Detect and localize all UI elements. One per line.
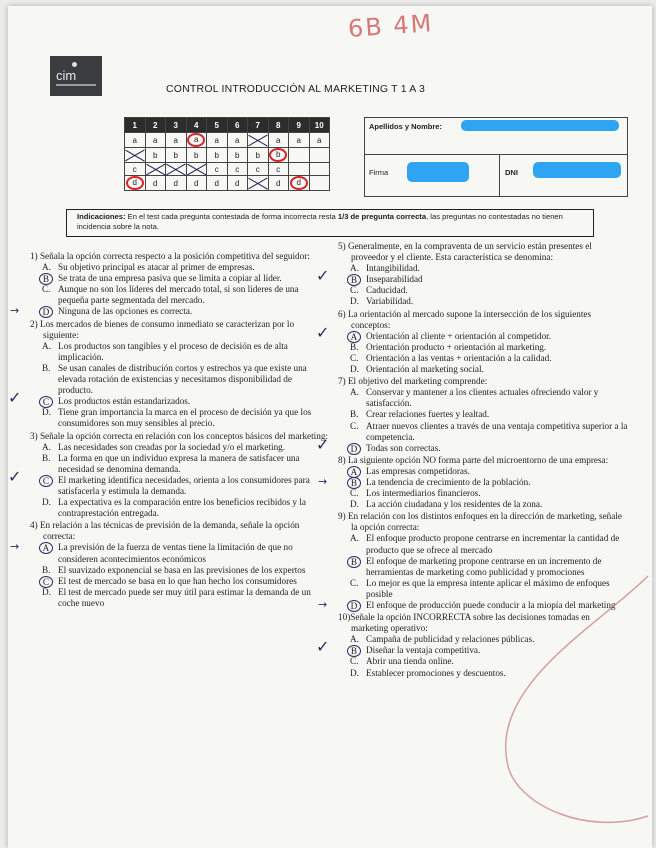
grid-cell: c: [227, 163, 248, 176]
question-text: 9) En relación con los distintos enfoques en la dirección de marketing, señale la opción correcta:: [338, 511, 622, 533]
question-block: [8, 430, 328, 520]
logo-underline: [56, 84, 96, 86]
circled-option-letter: C: [39, 396, 53, 408]
grid-cell: a: [125, 133, 146, 148]
grid-cell: b: [166, 148, 187, 163]
checkmark-icon: ✓: [316, 434, 330, 454]
option-letter: D.: [350, 364, 359, 375]
grid-cell-letter: b: [269, 148, 287, 162]
option-letter: B.: [42, 452, 51, 463]
circled-option-letter: B: [39, 273, 53, 285]
answer-option: [318, 474, 628, 488]
option-text: Se usan canales de distribución cortos y estrechos ya que existe una elevada rotación de existencias y necesitamos disponibilidad de producto.: [58, 362, 307, 396]
checkmark-icon: ✓: [8, 466, 22, 486]
grid-cell: d: [166, 176, 187, 191]
grid-cell-crossed: [166, 163, 187, 176]
arrow-icon: →: [10, 540, 20, 554]
circled-option-letter: B: [347, 556, 361, 568]
option-letter: D.: [42, 407, 51, 418]
grid-cell: d: [268, 176, 289, 191]
grid-cell-circled: [268, 148, 289, 163]
grid-question-number: 5: [207, 118, 228, 133]
grid-cell: a: [145, 133, 166, 148]
checkmark-icon: ✓: [316, 637, 330, 657]
info-divider: [499, 154, 500, 196]
question-block: [8, 318, 328, 430]
option-text: Campaña de publicidad y relaciones públicas.: [366, 634, 535, 645]
signature-label: Firma: [369, 168, 389, 177]
answer-grid: [124, 117, 330, 191]
answer-option: [338, 488, 628, 499]
option-text: La tendencia de crecimiento de la población.: [366, 476, 531, 487]
question-block: [316, 308, 628, 376]
question-text: 10)Señale la opción INCORRECTA sobre las decisiones tomadas en marketing operativo:: [338, 612, 590, 634]
dni-label: DNI: [505, 168, 518, 177]
option-text: Intangibilidad.: [366, 263, 420, 274]
grid-cell: b: [248, 148, 269, 163]
option-letter: B.: [42, 362, 51, 373]
exam-sheet: [8, 6, 652, 848]
instructions-text-1: En el test cada pregunta contestada de forma incorrecta resta: [125, 212, 338, 221]
questions-left-column: [8, 250, 328, 609]
grid-row-d: [125, 176, 330, 191]
arrow-icon: →: [10, 304, 20, 318]
option-text: El test de mercado se basa en lo que han hecho los consumidores: [58, 575, 297, 586]
grid-cell-crossed: [248, 133, 269, 148]
name-label: Apellidos y Nombre:: [369, 122, 442, 131]
arrow-icon: →: [318, 474, 328, 488]
exam-title: CONTROL INTRODUCCIÓN AL MARKETING T 1 A 3: [166, 83, 426, 95]
grid-cell: b: [207, 148, 228, 163]
answer-option: [30, 273, 328, 284]
grid-cell-empty: [289, 148, 310, 163]
logo-dot: [72, 62, 77, 67]
student-info-box: [364, 117, 628, 197]
option-text: Crear relaciones fuertes y lealtad.: [366, 409, 490, 420]
question-text: 5) Generalmente, en la compraventa de un servicio están presentes el proveedor y el cliente. Esta característica se denomina:: [338, 241, 592, 263]
logo-text: cim: [56, 68, 77, 83]
handwritten-grade: 6B 4M: [347, 9, 435, 43]
grid-cell: b: [145, 148, 166, 163]
grid-cell: b: [227, 148, 248, 163]
grid-cell: a: [227, 133, 248, 148]
grid-cell: a: [207, 133, 228, 148]
option-letter: D.: [350, 667, 359, 678]
question-text: 3) Señale la opción correcta en relación con los conceptos básicos del marketing:: [30, 430, 328, 441]
option-text: Los intermediarios financieros.: [366, 488, 481, 499]
question-text: 8) La siguiente opción NO forma parte del microentorno de una empresa:: [338, 454, 609, 465]
grid-cell-letter: d: [126, 176, 144, 190]
signature-redaction: [407, 162, 469, 182]
option-text: Las empresas competidoras.: [366, 465, 470, 476]
answer-option: [30, 453, 328, 475]
question-text: 7) El objetivo del marketing comprende:: [338, 376, 488, 387]
option-text: Lo mejor es que la empresa intente aplicar el máximo de enfoques posible: [366, 577, 610, 599]
answer-option: [10, 540, 328, 564]
option-letter: A.: [350, 263, 359, 274]
grid-question-number: 6: [227, 118, 248, 133]
grid-cell: c: [207, 163, 228, 176]
grid-cell-circled: [186, 133, 207, 148]
option-text: El enfoque producto propone centrarse en incrementar la cantidad de producto que se ofrece al mercado: [366, 533, 620, 555]
checkmark-icon: ✓: [316, 322, 330, 342]
option-letter: C.: [350, 577, 359, 588]
dni-redaction: [533, 162, 621, 178]
answer-option: [338, 364, 628, 375]
option-text: El test de mercado puede ser muy útil para estimar la demanda de un coche nuevo: [58, 586, 311, 608]
grid-cell: d: [145, 176, 166, 191]
circled-option-letter: A: [347, 331, 361, 343]
question-text: 2) Los mercados de bienes de consumo inmediato se caracterizan por lo siguiente:: [30, 318, 295, 340]
option-text: La expectativa es la comparación entre los beneficios recibidos y la contraprestación entregada.: [58, 497, 306, 519]
option-text: Variabilidad.: [366, 296, 414, 307]
question-block: [10, 520, 328, 609]
grid-cell: c: [248, 163, 269, 176]
option-text: El enfoque de marketing propone centrarse en un incremento de herramientas de marketing como publicidad y promociones: [366, 555, 602, 577]
checkmark-icon: ✓: [8, 388, 22, 408]
grid-cell: d: [207, 176, 228, 191]
answer-option: [338, 466, 628, 477]
pen-scribble: [448, 566, 652, 848]
grid-cell: a: [309, 133, 330, 148]
grid-cell: a: [166, 133, 187, 148]
grid-question-number: 10: [309, 118, 330, 133]
question-block: [316, 241, 628, 308]
option-text: Los productos están estandarizados.: [58, 396, 191, 407]
checkmark-icon: ✓: [316, 266, 330, 286]
question-block: [10, 251, 328, 318]
answer-option: [30, 587, 328, 609]
grid-header-row: [125, 118, 330, 133]
option-letter: C.: [350, 285, 359, 296]
answer-option: [338, 353, 628, 364]
answer-option: [338, 342, 628, 353]
circled-option-letter: B: [347, 477, 361, 489]
option-text: El marketing identifica necesidades, orienta a los consumidores para satisfacerla y estimula la demanda.: [58, 474, 310, 496]
answer-option: [338, 263, 628, 274]
grid-cell-empty: [309, 176, 330, 191]
arrow-icon: →: [318, 598, 328, 611]
grid-question-number: 8: [268, 118, 289, 133]
answer-option: [338, 533, 628, 555]
grid-cell-crossed: [248, 176, 269, 191]
option-text: Caducidad.: [366, 285, 408, 296]
option-text: Inseparabilidad: [366, 274, 423, 285]
circled-option-letter: A: [39, 542, 53, 554]
grid-row-c: [125, 163, 330, 176]
question-text: 6) La orientación al mercado supone la intersección de los siguientes conceptos:: [338, 308, 592, 330]
grid-cell-crossed: [186, 163, 207, 176]
answer-option: [30, 565, 328, 576]
grid-question-number: 3: [166, 118, 187, 133]
option-text: Conservar y mantener a los clientes actuales ofreciendo valor y satisfacción.: [366, 387, 599, 409]
option-text: Las necesidades son creadas por la sociedad y/o el marketing.: [58, 441, 286, 452]
option-letter: C.: [42, 284, 51, 295]
answer-option: [8, 388, 328, 408]
answer-option: [8, 466, 328, 497]
circled-option-letter: A: [347, 466, 361, 478]
option-text: Todas son correctas.: [366, 442, 441, 453]
grid-cell-crossed: [125, 148, 146, 163]
option-text: Los productos son tangibles y el proceso de decisión es de alta implicación.: [58, 340, 288, 362]
grid-question-number: 9: [289, 118, 310, 133]
grid-row-a: [125, 133, 330, 148]
option-text: El enfoque de producción puede conducir a la miopía del marketing: [366, 600, 616, 610]
option-letter: D.: [42, 497, 51, 508]
grid-cell-empty: [309, 148, 330, 163]
option-letter: D.: [350, 296, 359, 307]
option-text: La acción ciudadana y los residentes de la zona.: [366, 499, 543, 510]
grid-question-number: 1: [125, 118, 146, 133]
option-letter: B.: [350, 341, 359, 352]
question-block: [318, 454, 628, 510]
option-letter: A.: [350, 533, 359, 544]
option-text: Orientación a las ventas + orientación a la calidad.: [366, 352, 552, 363]
grid-cell-letter: d: [290, 176, 308, 190]
grid-cell: c: [268, 163, 289, 176]
answer-option: [338, 409, 628, 420]
option-text: Aunque no son los líderes del mercado total, si son líderes de una pequeña parte segmentada del mercado.: [58, 284, 299, 306]
option-letter: D.: [350, 499, 359, 510]
option-letter: A.: [350, 387, 359, 398]
option-text: Ninguna de las opciones es correcta.: [58, 306, 193, 317]
grid-cell-circled: [125, 176, 146, 191]
circled-option-letter: B: [347, 274, 361, 286]
option-text: Tiene gran importancia la marca en el proceso de decisión ya que los consumidores son muy sensibles al precio.: [58, 407, 312, 429]
option-letter: A.: [42, 441, 51, 452]
grid-cell: b: [186, 148, 207, 163]
answer-option: [30, 284, 328, 306]
answer-option: [30, 262, 328, 273]
grid-cell-crossed: [145, 163, 166, 176]
option-text: Atraer nuevos clientes a través de una ventaja competitiva superior a la competencia.: [366, 420, 628, 442]
instructions-prefix: Indicaciones:: [77, 212, 126, 221]
grid-cell-empty: [309, 163, 330, 176]
grid-cell-circled: [289, 176, 310, 191]
option-text: Se trata de una empresa pasiva que se limita a copiar al líder.: [58, 273, 282, 284]
grid-cell: d: [186, 176, 207, 191]
answer-option: [30, 497, 328, 519]
answer-option: [338, 499, 628, 510]
option-text: Diseñar la ventaja competitiva.: [366, 645, 481, 656]
grid-cell: a: [268, 133, 289, 148]
option-letter: C.: [350, 488, 359, 499]
grid-cell: a: [289, 133, 310, 148]
answer-option: [30, 407, 328, 429]
question-text: 4) En relación a las técnicas de previsión de la demanda, señale la opción correcta:: [30, 520, 300, 542]
circled-option-letter: D: [39, 306, 53, 318]
instructions-text-2: , las preguntas no contestadas no tienen incidencia sobre la nota.: [77, 212, 563, 231]
option-letter: A.: [42, 340, 51, 351]
grid-question-number: 7: [248, 118, 269, 133]
option-letter: B.: [42, 564, 51, 575]
option-letter: A.: [350, 634, 359, 645]
answer-option: [338, 387, 628, 409]
circled-option-letter: C: [39, 475, 53, 487]
option-letter: B.: [350, 409, 359, 420]
answer-option: [10, 304, 328, 318]
question-text: 1) Señala la opción correcta respecto a la posición competitiva del seguidor:: [30, 251, 310, 261]
option-text: Orientación al cliente + orientación al competidor.: [366, 330, 552, 341]
option-text: Orientación producto + orientación al marketing.: [366, 341, 547, 352]
circled-option-letter: B: [347, 645, 361, 657]
answer-option: [30, 363, 328, 396]
answer-option: [30, 576, 328, 587]
grid-cell: d: [227, 176, 248, 191]
answer-option: [338, 296, 628, 307]
grid-question-number: 4: [186, 118, 207, 133]
grid-row-b: [125, 148, 330, 163]
question-block: [316, 376, 628, 454]
option-letter: C.: [350, 352, 359, 363]
answer-option: [30, 341, 328, 363]
option-text: Su objetivo principal es atacar al primer de empresas.: [58, 262, 255, 273]
option-text: La forma en que un individuo expresa la manera de satisfacer una necesidad se denomina demanda.: [58, 452, 300, 474]
option-text: La previsión de la fuerza de ventas tiene la limitación de que no consideren acontecimientos económicos: [58, 542, 293, 564]
answer-option: [338, 285, 628, 296]
grid-cell-letter: a: [187, 133, 205, 147]
instructions-box: [66, 209, 594, 237]
cim-logo: [50, 56, 102, 96]
instructions-bold: 1/3 de pregunta correcta: [337, 212, 427, 221]
option-letter: C.: [350, 420, 359, 431]
option-letter: C.: [350, 656, 359, 667]
answer-option: [338, 421, 628, 443]
name-redaction: [461, 120, 619, 131]
option-letter: D.: [42, 586, 51, 597]
option-letter: A.: [42, 262, 51, 273]
circled-option-letter: C: [39, 576, 53, 588]
option-text: El suavizado exponencial se basa en las previsiones de los expertos: [58, 564, 306, 575]
circled-option-letter: D: [347, 600, 361, 612]
circled-option-letter: D: [347, 443, 361, 455]
grid-cell: c: [125, 163, 146, 176]
answer-option: [316, 322, 628, 342]
grid-question-number: 2: [145, 118, 166, 133]
option-text: Abrir una tienda online.: [366, 656, 454, 667]
answer-option: [316, 434, 628, 454]
option-text: Establecer promociones y descuentos.: [366, 667, 506, 678]
option-text: Orientación al marketing social.: [366, 364, 484, 375]
answer-option: [30, 442, 328, 453]
grid-cell-empty: [289, 163, 310, 176]
